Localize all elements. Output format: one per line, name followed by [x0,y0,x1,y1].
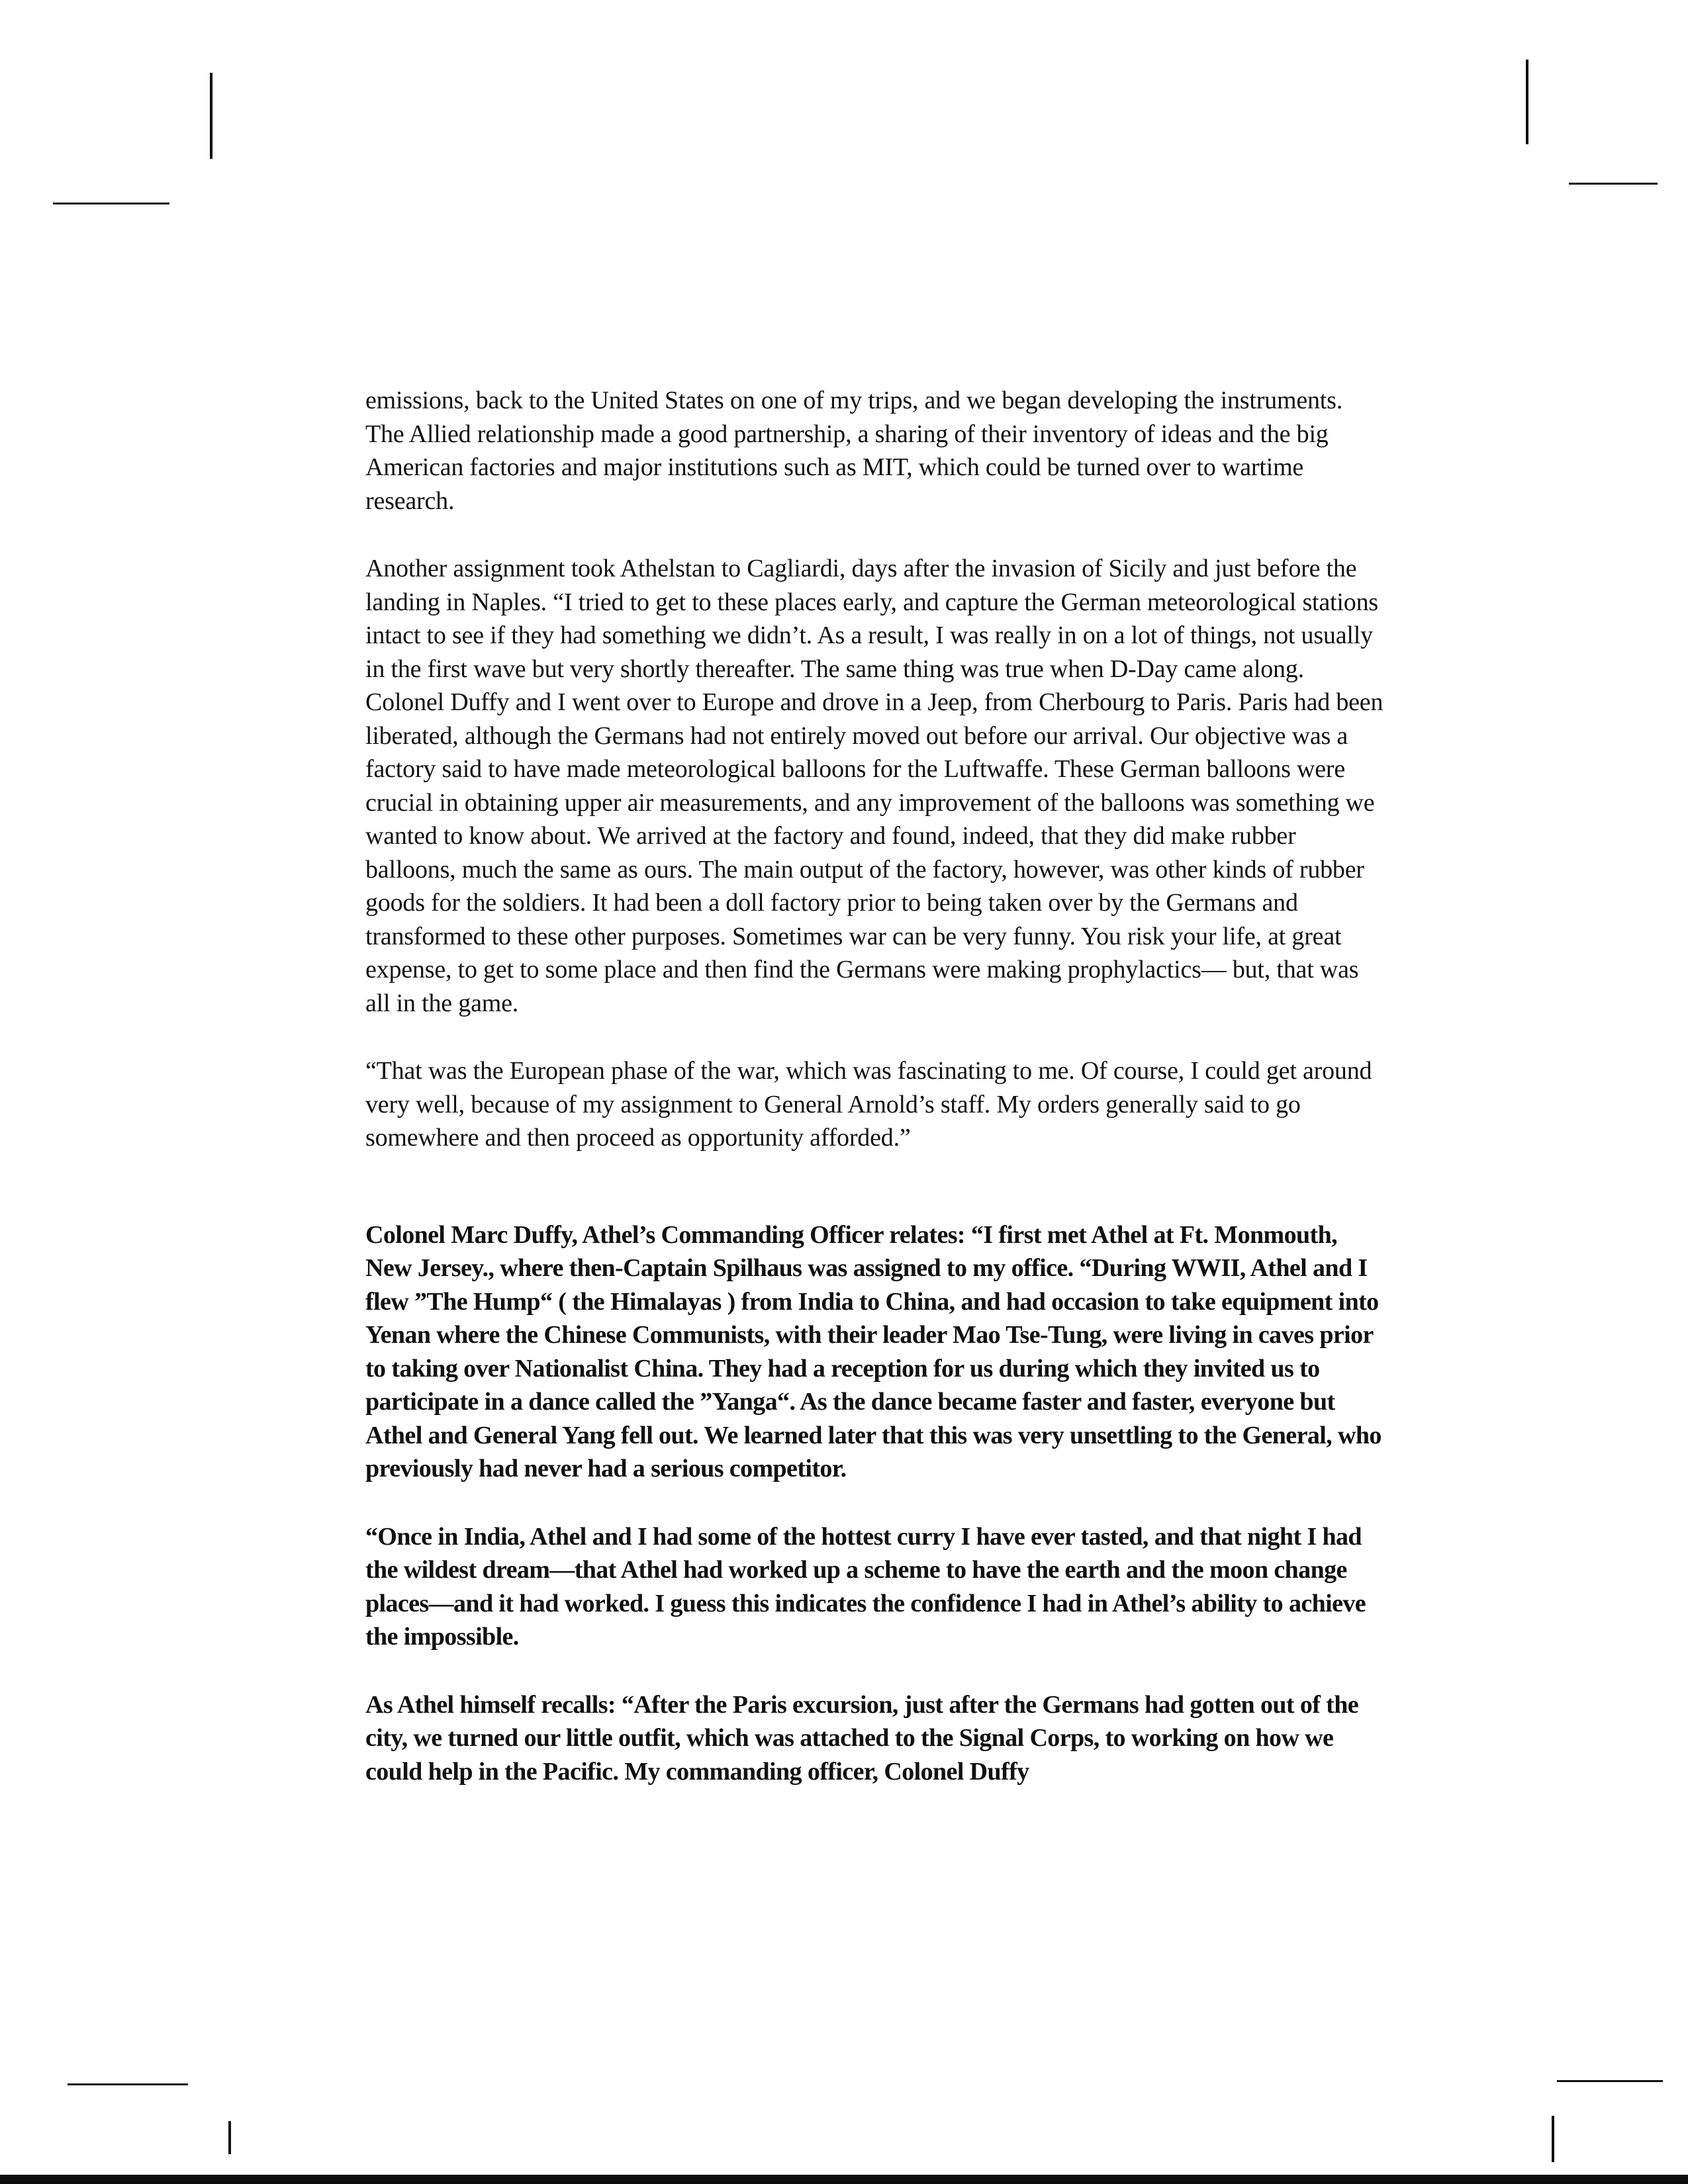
crop-mark-top-right-vertical [1526,60,1528,144]
paragraph: “Once in India, Athel and I had some of the hottest curry I have ever tasted, and that night I had the wildest dream—that Athel had worked up a scheme to have the earth and the moon change places—and it had worked. I guess this indicates the confidence I had in Athel’s ability to achieve the impossible. [365,1522,1366,1651]
crop-mark-top-left-horizontal [53,203,169,205]
crop-mark-bottom-left-horizontal [68,2083,188,2085]
paragraph: Another assignment took Athelstan to Cagliardi, days after the invasion of Sicily and just before the landing in Naples. “I tried to get to these places early, and capture the German meteorological stations intact to see if they had something we didn’t. As a result, I was really in on a lot of things, not usually in the first wave but very shortly thereafter. The same thing was true when D-Day came along. Colonel Duffy and I went over to Europe and drove in a Jeep, from Cherbourg to Paris. Paris had been liberated, although the Germans had not entirely moved out before our arrival. Our objective was a factory said to have made meteorological balloons for the Luftwaffe. These German balloons were crucial in obtaining upper air measurements, and any improvement of the balloons was something we wanted to know about. We arrived at the factory and found, indeed, that they did make rubber balloons, much the same as ours. The main output of the factory, however, was other kinds of rubber goods for the soldiers. It had been a doll factory prior to being taken over by the Germans and transformed to these other purposes. Sometimes war can be very funny. You risk your life, at great expense, to get to some place and then find the Germans were making prophylactics— but, that was all in the game. [365,555,1383,1017]
paragraph: Colonel Marc Duffy, Athel’s Commanding Officer relates: “I first met Athel at Ft. Monmouth, New Jersey., where then-Captain Spilhaus was assigned to my office. “During WWII, Athel and I flew ”The Hump“ ( the Himalayas ) from India to China, and had occasion to take equipment into Yenan where the Chinese Communists, with their leader Mao Tse-Tung, were living in caves prior to taking over Nationalist China. They had a reception for us during which they invited us to participate in a dance called the ”Yanga“. As the dance became faster and faster, everyone but Athel and General Yang fell out. We learned later that this was very unsettling to the General, who previously had never had a serious competitor. [365,1220,1382,1482]
crop-mark-top-left-vertical [210,73,212,159]
crop-mark-bottom-left-vertical [228,2121,231,2154]
crop-mark-bottom-right-vertical [1552,2116,1554,2162]
paragraph: “That was the European phase of the war, which was fascinating to me. Of course, I could get around very well, because of my assignment to General Arnold’s staff. My orders generally said to go somewhere and then proceed as opportunity afforded.” [365,1057,1372,1152]
scan-edge-bar [0,2175,1688,2184]
crop-mark-bottom-right-horizontal [1557,2080,1663,2082]
paragraph: As Athel himself recalls: “After the Paris excursion, just after the Germans had gotten out of the city, we turned our little outfit, which was attached to the Signal Corps, to working on how we could help in the Pacific. My commanding officer, Colonel Duffy [365,1690,1359,1786]
body-text [365,384,1385,1823]
crop-mark-top-right-horizontal [1569,183,1658,185]
paragraph: emissions, back to the United States on one of my trips, and we began developing the instruments. The Allied relationship made a good partnership, a sharing of their inventory of ideas and the big American factories and major institutions such as MIT, which could be turned over to wartime research. [365,387,1343,515]
